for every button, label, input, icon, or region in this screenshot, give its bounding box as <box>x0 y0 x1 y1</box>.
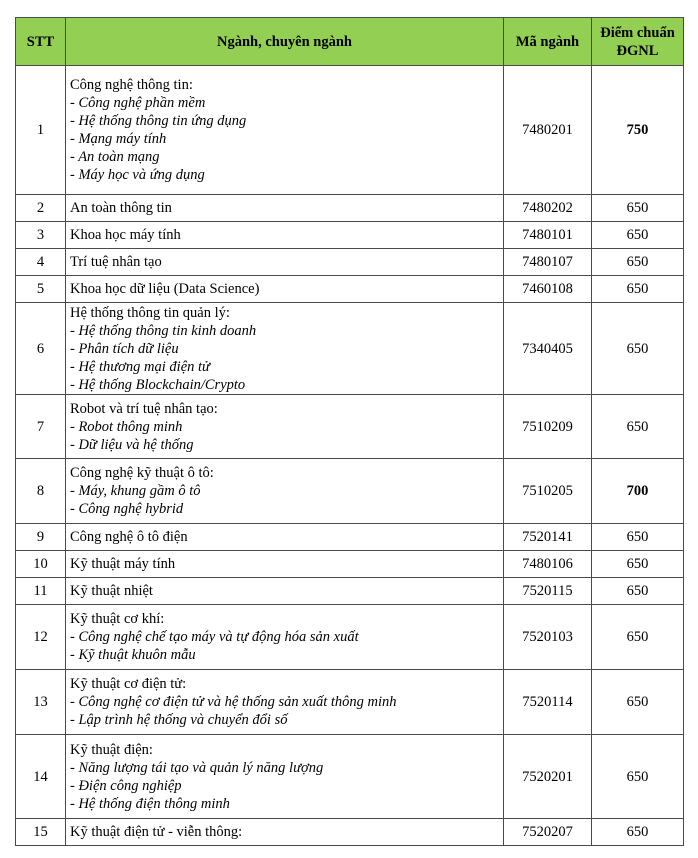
row-stt: 7 <box>16 395 66 459</box>
specialization: - Hệ thương mại điện tử <box>70 358 210 375</box>
row-name <box>66 66 504 195</box>
row-code: 7480202 <box>504 195 592 222</box>
row-score: 650 <box>592 222 684 249</box>
row-stt: 6 <box>16 303 66 395</box>
row-score: 650 <box>592 524 684 551</box>
row-code: 7460108 <box>504 276 592 303</box>
header-code: Mã ngành <box>504 18 592 66</box>
specialization: - Lập trình hệ thống và chuyển đổi số <box>70 712 288 728</box>
row-code: 7520115 <box>504 578 592 605</box>
table-row <box>16 66 684 195</box>
row-score: 750 <box>592 66 684 195</box>
specialization: - Robot thông minh <box>70 418 183 435</box>
table-row <box>16 524 684 551</box>
major-name: Robot và trí tuệ nhân tạo: <box>70 400 218 417</box>
row-name <box>66 303 504 395</box>
row-score: 650 <box>592 819 684 846</box>
row-stt: 2 <box>16 195 66 222</box>
specialization: - Công nghệ phần mềm <box>70 95 206 111</box>
row-code: 7510209 <box>504 395 592 459</box>
table-row <box>16 735 684 819</box>
major-name: Kỹ thuật điện: <box>70 741 153 758</box>
row-name <box>66 670 504 735</box>
row-code: 7520114 <box>504 670 592 735</box>
table-row <box>16 276 684 303</box>
row-name <box>66 605 504 670</box>
row-score: 650 <box>592 395 684 459</box>
row-stt: 10 <box>16 551 66 578</box>
specialization: - Phân tích dữ liệu <box>70 340 179 357</box>
specialization: - Kỹ thuật khuôn mẫu <box>70 647 196 663</box>
row-name <box>66 395 504 459</box>
row-score: 650 <box>592 195 684 222</box>
specialization: - Năng lượng tái tạo và quản lý năng lượng <box>70 759 324 776</box>
major-name: Công nghệ kỹ thuật ô tô: <box>70 465 214 481</box>
specialization: - An toàn mạng <box>70 149 160 165</box>
row-code: 7480101 <box>504 222 592 249</box>
table-row <box>16 551 684 578</box>
table-row <box>16 249 684 276</box>
specialization: - Hệ thống Blockchain/Crypto <box>70 376 246 393</box>
specialization: - Mạng máy tính <box>70 131 167 147</box>
row-name: Khoa học máy tính <box>66 222 504 249</box>
row-code: 7520207 <box>504 819 592 846</box>
major-name: Kỹ thuật cơ khí: <box>70 611 165 627</box>
row-stt: 11 <box>16 578 66 605</box>
specialization: - Điện công nghiệp <box>70 777 182 794</box>
header-score-line1: Điểm chuẩn <box>600 24 675 41</box>
table-row <box>16 303 684 395</box>
row-score: 650 <box>592 578 684 605</box>
table-row <box>16 670 684 735</box>
row-name: Kỹ thuật nhiệt <box>66 578 504 605</box>
row-score: 650 <box>592 276 684 303</box>
header-name: Ngành, chuyên ngành <box>66 18 504 66</box>
admission-score-table <box>15 17 684 846</box>
row-name <box>66 459 504 524</box>
table-header-row <box>16 18 684 66</box>
row-name: An toàn thông tin <box>66 195 504 222</box>
specialization: - Dữ liệu và hệ thống <box>70 436 194 453</box>
row-code: 7520201 <box>504 735 592 819</box>
table-row <box>16 819 684 846</box>
row-stt: 9 <box>16 524 66 551</box>
specialization: - Công nghệ hybrid <box>70 501 184 517</box>
row-name: Khoa học dữ liệu (Data Science) <box>66 276 504 303</box>
specialization: - Máy, khung gầm ô tô <box>70 483 201 499</box>
table-row <box>16 578 684 605</box>
row-stt: 3 <box>16 222 66 249</box>
row-score: 650 <box>592 551 684 578</box>
row-name: Công nghệ ô tô điện <box>66 524 504 551</box>
table-row <box>16 222 684 249</box>
row-name: Trí tuệ nhân tạo <box>66 249 504 276</box>
row-stt: 12 <box>16 605 66 670</box>
specialization: - Hệ thống điện thông minh <box>70 795 230 812</box>
row-score: 650 <box>592 735 684 819</box>
specialization: - Công nghệ cơ điện tử và hệ thống sản xuất thông minh <box>70 694 397 710</box>
row-stt: 8 <box>16 459 66 524</box>
row-score: 650 <box>592 670 684 735</box>
row-code: 7520103 <box>504 605 592 670</box>
major-name: Kỹ thuật cơ điện tử: <box>70 676 187 692</box>
table-row <box>16 395 684 459</box>
row-name: Kỹ thuật máy tính <box>66 551 504 578</box>
row-name <box>66 735 504 819</box>
row-code: 7510205 <box>504 459 592 524</box>
row-stt: 13 <box>16 670 66 735</box>
row-score: 650 <box>592 249 684 276</box>
table-row <box>16 459 684 524</box>
row-score: 700 <box>592 459 684 524</box>
table-row <box>16 605 684 670</box>
specialization: - Công nghệ chế tạo máy và tự động hóa sản xuất <box>70 629 359 645</box>
row-code: 7520141 <box>504 524 592 551</box>
major-name: Hệ thống thông tin quản lý: <box>70 304 230 321</box>
major-name: Công nghệ thông tin: <box>70 77 193 93</box>
specialization: - Hệ thống thông tin kinh doanh <box>70 322 257 339</box>
header-score-line2: ĐGNL <box>616 42 659 59</box>
row-stt: 5 <box>16 276 66 303</box>
row-score: 650 <box>592 303 684 395</box>
row-stt: 1 <box>16 66 66 195</box>
specialization: - Máy học và ứng dụng <box>70 167 205 183</box>
row-code: 7480201 <box>504 66 592 195</box>
header-score <box>592 18 684 66</box>
specialization: - Hệ thống thông tin ứng dụng <box>70 113 247 129</box>
header-stt: STT <box>16 18 66 66</box>
row-code: 7480106 <box>504 551 592 578</box>
row-stt: 15 <box>16 819 66 846</box>
table-row <box>16 195 684 222</box>
row-stt: 14 <box>16 735 66 819</box>
row-code: 7480107 <box>504 249 592 276</box>
row-name: Kỹ thuật điện tử - viễn thông: <box>66 819 504 846</box>
row-stt: 4 <box>16 249 66 276</box>
row-score: 650 <box>592 605 684 670</box>
row-code: 7340405 <box>504 303 592 395</box>
